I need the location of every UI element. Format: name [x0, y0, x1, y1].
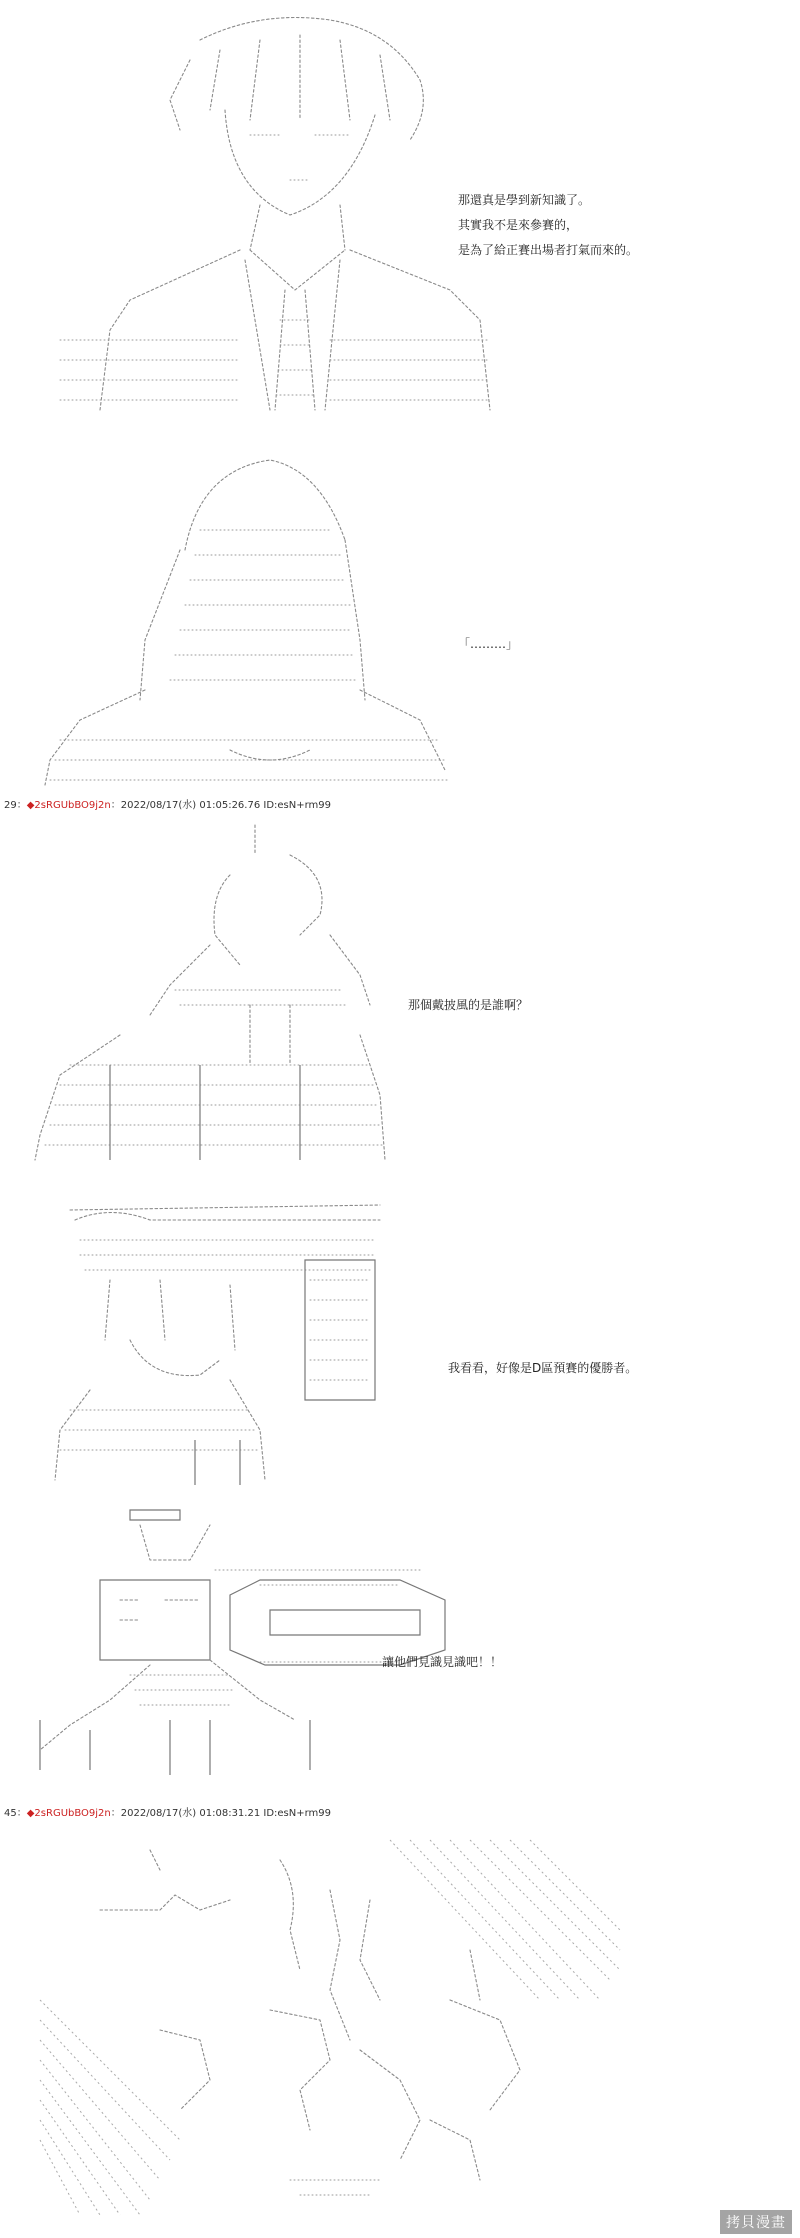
post-meta: ：2022/08/17(水) 01:05:26.76 ID:esN+rm99 [110, 800, 332, 811]
post-header [4, 796, 331, 811]
post-trip[interactable]: ◆2sRGUbBO9j2n [26, 800, 111, 811]
dialogue-line: 那個戴披風的是誰啊？ [408, 998, 529, 1012]
panel-1-dialogue [458, 188, 638, 263]
panel-4-dialogue [448, 1356, 637, 1381]
panel-4-ascii-art [0, 1200, 800, 1490]
dialogue-line: 是為了給正賽出場者打氣而來的。 [458, 243, 639, 257]
panel-6 [0, 1820, 800, 2220]
post-number: 45： [4, 1808, 27, 1819]
panel-6-ascii-art [0, 1820, 800, 2220]
speed-lines-right [390, 1840, 620, 2000]
dialogue-line: 其實我不是來參賽的， [458, 218, 579, 232]
panel-1-ascii-art [0, 0, 800, 430]
panel-3-dialogue [408, 993, 528, 1018]
post-trip[interactable]: ◆2sRGUbBO9j2n [26, 1808, 111, 1819]
panel-2-ascii-art [0, 440, 800, 790]
post-number: 29： [4, 800, 27, 811]
panel-5 [0, 1500, 800, 1785]
speed-lines-left [40, 2000, 180, 2215]
panel-2-dialogue [458, 632, 518, 657]
post-meta: ：2022/08/17(水) 01:08:31.21 ID:esN+rm99 [110, 1808, 332, 1819]
panel-5-dialogue [382, 1650, 502, 1675]
dialogue-line: 「………」 [458, 637, 519, 651]
panel-3-ascii-art [0, 815, 800, 1175]
panel-5-ascii-art [0, 1500, 800, 1785]
panel-2 [0, 440, 800, 790]
dialogue-line: 我看看，好像是D區預賽的優勝者。 [448, 1361, 638, 1375]
panel-3 [0, 815, 800, 1175]
post-header [4, 1804, 331, 1819]
panel-4 [0, 1200, 800, 1490]
panel-1 [0, 0, 800, 430]
dialogue-line: 讓他們見識見識吧！！ [382, 1655, 503, 1669]
site-watermark: 拷貝漫畫 [720, 2210, 792, 2234]
dialogue-line: 那還真是學到新知識了。 [458, 193, 591, 207]
